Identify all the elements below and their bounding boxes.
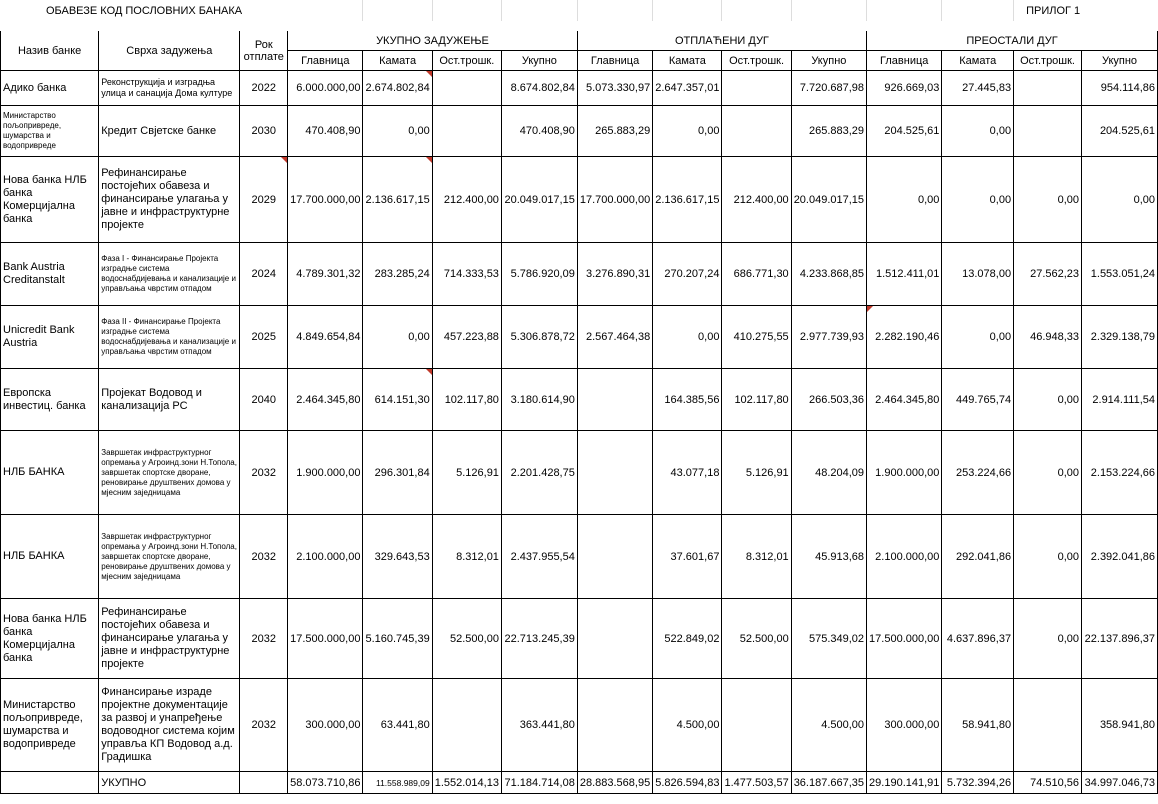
amount-cell-p-principal	[577, 431, 652, 515]
term-year-cell: 2025	[240, 306, 288, 369]
amount-cell-p-total: 48.204,09	[791, 431, 866, 515]
header-total: Укупно	[791, 51, 866, 71]
amount-cell-p-total: 4.233.868,85	[791, 243, 866, 306]
empty-cell	[1, 772, 99, 794]
amount-cell-t-principal: 17.500.000,00	[288, 599, 363, 679]
amount-cell-t-other: 8.312,01	[432, 515, 501, 599]
amount-cell-t-other: 102.117,80	[432, 369, 501, 431]
amount-cell-r-other: 0,00	[1014, 515, 1082, 599]
header-bank: Назив банке	[1, 31, 99, 71]
total-amount-t-total: 71.184.714,08	[501, 772, 577, 794]
amount-cell-r-interest: 0,00	[942, 306, 1014, 369]
term-year-cell: 2029	[240, 157, 288, 243]
bank-name-cell: Нова банка НЛБ банка Комерцијална банка	[1, 599, 99, 679]
amount-cell-t-other: 5.126,91	[432, 431, 501, 515]
amount-cell-t-other: 52.500,00	[432, 599, 501, 679]
amount-cell-p-interest: 522.849,02	[653, 599, 722, 679]
amount-cell-p-interest: 0,00	[653, 306, 722, 369]
amount-cell-r-interest: 0,00	[942, 157, 1014, 243]
empty-cell	[240, 772, 288, 794]
amount-cell-t-total: 3.180.614,90	[501, 369, 577, 431]
term-year-cell: 2032	[240, 515, 288, 599]
header-term: Рок отплате	[240, 31, 288, 71]
purpose-cell: Фаза II - Финансирање Пројекта изградње система водоснабдијевања и канализације и управљања чврстим отпадом	[99, 306, 240, 369]
amount-cell-r-other	[1014, 71, 1082, 106]
header-interest: Камата	[942, 51, 1014, 71]
title-row	[1, 1, 1158, 21]
spacer-row	[1, 21, 1158, 31]
header-other: Ост.трошк.	[722, 51, 791, 71]
amount-cell-t-principal: 4.789.301,32	[288, 243, 363, 306]
amount-cell-p-total: 7.720.687,98	[791, 71, 866, 106]
amount-cell-p-other: 52.500,00	[722, 599, 791, 679]
total-amount-r-other: 74.510,56	[1014, 772, 1082, 794]
bank-name-cell: Европска инвестиц. банка	[1, 369, 99, 431]
header-principal: Главница	[288, 51, 363, 71]
amount-cell-r-total: 2.329.138,79	[1082, 306, 1158, 369]
amount-cell-p-principal: 17.700.000,00	[577, 157, 652, 243]
amount-cell-p-interest: 4.500,00	[653, 679, 722, 772]
amount-cell-t-principal: 6.000.000,00	[288, 71, 363, 106]
amount-cell-p-other: 8.312,01	[722, 515, 791, 599]
amount-cell-r-total: 22.137.896,37	[1082, 599, 1158, 679]
amount-cell-p-interest: 0,00	[653, 106, 722, 157]
amount-cell-r-total: 204.525,61	[1082, 106, 1158, 157]
amount-cell-r-total: 0,00	[1082, 157, 1158, 243]
amount-cell-p-principal: 3.276.890,31	[577, 243, 652, 306]
amount-cell-t-principal: 4.849.654,84	[288, 306, 363, 369]
header-group-row	[1, 31, 1158, 51]
amount-cell-p-other	[722, 71, 791, 106]
amount-cell-t-total: 20.049.017,15	[501, 157, 577, 243]
term-year-cell: 2022	[240, 71, 288, 106]
purpose-cell: Рефинансирање постојећих обавеза и финансирање улагања у јавне и инфраструктурне пројекте	[99, 157, 240, 243]
purpose-cell: Финансирање израде пројектне документације за развој и унапређење водоводног система којим управља КП Водовод а.д. Градишка	[99, 679, 240, 772]
total-amount-p-interest: 5.826.594,83	[653, 772, 722, 794]
header-total: Укупно	[501, 51, 577, 71]
amount-cell-p-total: 45.913,68	[791, 515, 866, 599]
amount-cell-t-other	[432, 106, 501, 157]
amount-cell-p-interest: 43.077,18	[653, 431, 722, 515]
amount-cell-p-total: 4.500,00	[791, 679, 866, 772]
amount-cell-t-interest: 614.151,30	[363, 369, 432, 431]
amount-cell-p-total: 575.349,02	[791, 599, 866, 679]
amount-cell-p-interest: 164.385,56	[653, 369, 722, 431]
totals-label: УКУПНО	[99, 772, 240, 794]
amount-cell-r-interest: 58.941,80	[942, 679, 1014, 772]
amount-cell-p-interest: 37.601,67	[653, 515, 722, 599]
amount-cell-r-interest: 292.041,86	[942, 515, 1014, 599]
amount-cell-t-interest: 283.285,24	[363, 243, 432, 306]
amount-cell-t-other: 714.333,53	[432, 243, 501, 306]
amount-cell-p-interest: 2.647.357,01	[653, 71, 722, 106]
amount-cell-t-principal: 2.464.345,80	[288, 369, 363, 431]
amount-cell-r-other: 0,00	[1014, 599, 1082, 679]
total-amount-p-principal: 28.883.568,95	[577, 772, 652, 794]
amount-cell-p-principal	[577, 369, 652, 431]
amount-cell-p-other: 212.400,00	[722, 157, 791, 243]
amount-cell-p-principal: 265.883,29	[577, 106, 652, 157]
bank-name-cell: НЛБ БАНКА	[1, 431, 99, 515]
term-year-cell: 2032	[240, 431, 288, 515]
amount-cell-t-other	[432, 679, 501, 772]
term-year-cell: 2030	[240, 106, 288, 157]
table-row	[1, 679, 1158, 772]
purpose-cell: Реконструкција и изградња улица и санација Дома културе	[99, 71, 240, 106]
table-row	[1, 71, 1158, 106]
total-amount-p-total: 36.187.667,35	[791, 772, 866, 794]
amount-cell-t-interest: 2.674.802,84	[363, 71, 432, 106]
table-row	[1, 306, 1158, 369]
amount-cell-r-other: 0,00	[1014, 369, 1082, 431]
amount-cell-r-principal: 1.900.000,00	[867, 431, 942, 515]
amount-cell-p-other: 686.771,30	[722, 243, 791, 306]
table-row	[1, 243, 1158, 306]
total-amount-t-interest: 11.558.989,09	[363, 772, 432, 794]
amount-cell-r-interest: 4.637.896,37	[942, 599, 1014, 679]
bank-name-cell: Министарство пољопривреде, шумарства и водопривреде	[1, 106, 99, 157]
amount-cell-t-total: 470.408,90	[501, 106, 577, 157]
amount-cell-t-interest: 2.136.617,15	[363, 157, 432, 243]
total-amount-t-other: 1.552.014,13	[432, 772, 501, 794]
bank-name-cell: Bank Austria Creditanstalt	[1, 243, 99, 306]
amount-cell-t-total: 8.674.802,84	[501, 71, 577, 106]
total-amount-t-principal: 58.073.710,86	[288, 772, 363, 794]
term-year-cell: 2032	[240, 599, 288, 679]
bank-name-cell: Unicredit Bank Austria	[1, 306, 99, 369]
amount-cell-t-total: 2.201.428,75	[501, 431, 577, 515]
header-principal: Главница	[867, 51, 942, 71]
amount-cell-r-other: 27.562,23	[1014, 243, 1082, 306]
document-title: ОБАВЕЗЕ КОД ПОСЛОВНИХ БАНАКА	[45, 4, 243, 17]
amount-cell-p-principal: 2.567.464,38	[577, 306, 652, 369]
table-row	[1, 157, 1158, 243]
table-row	[1, 431, 1158, 515]
amount-cell-t-other: 212.400,00	[432, 157, 501, 243]
amount-cell-r-total: 2.914.111,54	[1082, 369, 1158, 431]
term-year-cell: 2032	[240, 679, 288, 772]
amount-cell-r-principal: 2.100.000,00	[867, 515, 942, 599]
amount-cell-r-total: 2.153.224,66	[1082, 431, 1158, 515]
header-other: Ост.трошк.	[1014, 51, 1082, 71]
header-interest: Камата	[363, 51, 432, 71]
amount-cell-t-other	[432, 71, 501, 106]
header-principal: Главница	[577, 51, 652, 71]
purpose-cell: Рефинансирање постојећих обавеза и финансирање улагања у јавне и инфраструктурне пројекте	[99, 599, 240, 679]
table-row	[1, 106, 1158, 157]
purpose-cell: Пројекат Водовод и канализација РС	[99, 369, 240, 431]
amount-cell-t-principal: 1.900.000,00	[288, 431, 363, 515]
table-row	[1, 599, 1158, 679]
amount-cell-r-interest: 27.445,83	[942, 71, 1014, 106]
amount-cell-r-principal: 2.282.190,46	[867, 306, 942, 369]
amount-cell-p-principal	[577, 515, 652, 599]
amount-cell-r-other	[1014, 106, 1082, 157]
amount-cell-r-interest: 0,00	[942, 106, 1014, 157]
amount-cell-p-principal	[577, 679, 652, 772]
amount-cell-p-total: 266.503,36	[791, 369, 866, 431]
amount-cell-t-total: 5.306.878,72	[501, 306, 577, 369]
amount-cell-p-other: 102.117,80	[722, 369, 791, 431]
amount-cell-p-interest: 270.207,24	[653, 243, 722, 306]
amount-cell-p-total: 20.049.017,15	[791, 157, 866, 243]
amount-cell-t-total: 22.713.245,39	[501, 599, 577, 679]
amount-cell-r-principal: 204.525,61	[867, 106, 942, 157]
header-other: Ост.трошк.	[432, 51, 501, 71]
bank-name-cell: Нова банка НЛБ банка Комерцијална банка	[1, 157, 99, 243]
bank-name-cell: НЛБ БАНКА	[1, 515, 99, 599]
amount-cell-r-other: 0,00	[1014, 431, 1082, 515]
amount-cell-r-principal: 17.500.000,00	[867, 599, 942, 679]
total-amount-r-principal: 29.190.141,91	[867, 772, 942, 794]
total-amount-r-interest: 5.732.394,26	[942, 772, 1014, 794]
amount-cell-t-interest: 296.301,84	[363, 431, 432, 515]
amount-cell-t-interest: 5.160.745,39	[363, 599, 432, 679]
amount-cell-p-total: 265.883,29	[791, 106, 866, 157]
amount-cell-p-other: 5.126,91	[722, 431, 791, 515]
total-amount-r-total: 34.997.046,73	[1082, 772, 1158, 794]
table-row	[1, 515, 1158, 599]
amount-cell-p-interest: 2.136.617,15	[653, 157, 722, 243]
amount-cell-p-principal	[577, 599, 652, 679]
table-row	[1, 369, 1158, 431]
amount-cell-p-total: 2.977.739,93	[791, 306, 866, 369]
header-group-paid: ОТПЛАЋЕНИ ДУГ	[577, 31, 866, 51]
term-year-cell: 2040	[240, 369, 288, 431]
amount-cell-r-interest: 13.078,00	[942, 243, 1014, 306]
amount-cell-t-principal: 2.100.000,00	[288, 515, 363, 599]
amount-cell-r-total: 954.114,86	[1082, 71, 1158, 106]
amount-cell-t-interest: 0,00	[363, 106, 432, 157]
purpose-cell: Фаза I - Финансирање Пројекта изградње система водоснабдијевања и канализације и управљања чврстим отпадом	[99, 243, 240, 306]
amount-cell-t-principal: 470.408,90	[288, 106, 363, 157]
amount-cell-t-interest: 0,00	[363, 306, 432, 369]
header-interest: Камата	[653, 51, 722, 71]
amount-cell-t-total: 363.441,80	[501, 679, 577, 772]
header-group-total: УКУПНО ЗАДУЖЕЊЕ	[288, 31, 578, 51]
purpose-cell: Завршетак инфраструктурног опремања у Агроинд.зони Н.Топола, завршетак спортске дворане, реновирање друштвених домова у мјесним заједницама	[99, 431, 240, 515]
amount-cell-r-principal: 926.669,03	[867, 71, 942, 106]
amount-cell-r-principal: 300.000,00	[867, 679, 942, 772]
amount-cell-t-interest: 63.441,80	[363, 679, 432, 772]
amount-cell-t-other: 457.223,88	[432, 306, 501, 369]
amount-cell-p-other	[722, 679, 791, 772]
appendix-label: ПРИЛОГ 1	[1026, 4, 1081, 17]
amount-cell-t-total: 2.437.955,54	[501, 515, 577, 599]
total-amount-p-other: 1.477.503,57	[722, 772, 791, 794]
header-group-remaining: ПРЕОСТАЛИ ДУГ	[867, 31, 1158, 51]
amount-cell-t-principal: 17.700.000,00	[288, 157, 363, 243]
amount-cell-t-total: 5.786.920,09	[501, 243, 577, 306]
amount-cell-t-interest: 329.643,53	[363, 515, 432, 599]
amount-cell-r-total: 1.553.051,24	[1082, 243, 1158, 306]
header-total: Укупно	[1082, 51, 1158, 71]
amount-cell-r-principal: 0,00	[867, 157, 942, 243]
amount-cell-p-other: 410.275,55	[722, 306, 791, 369]
amount-cell-r-interest: 253.224,66	[942, 431, 1014, 515]
amount-cell-r-total: 358.941,80	[1082, 679, 1158, 772]
bank-name-cell: Адико банка	[1, 71, 99, 106]
amount-cell-r-principal: 2.464.345,80	[867, 369, 942, 431]
amount-cell-p-principal: 5.073.330,97	[577, 71, 652, 106]
amount-cell-p-other	[722, 106, 791, 157]
header-purpose: Сврха задужења	[99, 31, 240, 71]
amount-cell-r-other: 46.948,33	[1014, 306, 1082, 369]
totals-row	[1, 772, 1158, 794]
amount-cell-t-principal: 300.000,00	[288, 679, 363, 772]
purpose-cell: Завршетак инфраструктурног опремања у Агроинд.зони Н.Топола, завршетак спортске дворане, реновирање друштвених домова у мјесним заједницама	[99, 515, 240, 599]
amount-cell-r-other	[1014, 679, 1082, 772]
amount-cell-r-interest: 449.765,74	[942, 369, 1014, 431]
amount-cell-r-principal: 1.512.411,01	[867, 243, 942, 306]
bank-name-cell: Министарство пољопривреде, шумарства и водопривреде	[1, 679, 99, 772]
amount-cell-r-other: 0,00	[1014, 157, 1082, 243]
amount-cell-r-total: 2.392.041,86	[1082, 515, 1158, 599]
term-year-cell: 2024	[240, 243, 288, 306]
purpose-cell: Кредит Свјетске банке	[99, 106, 240, 157]
